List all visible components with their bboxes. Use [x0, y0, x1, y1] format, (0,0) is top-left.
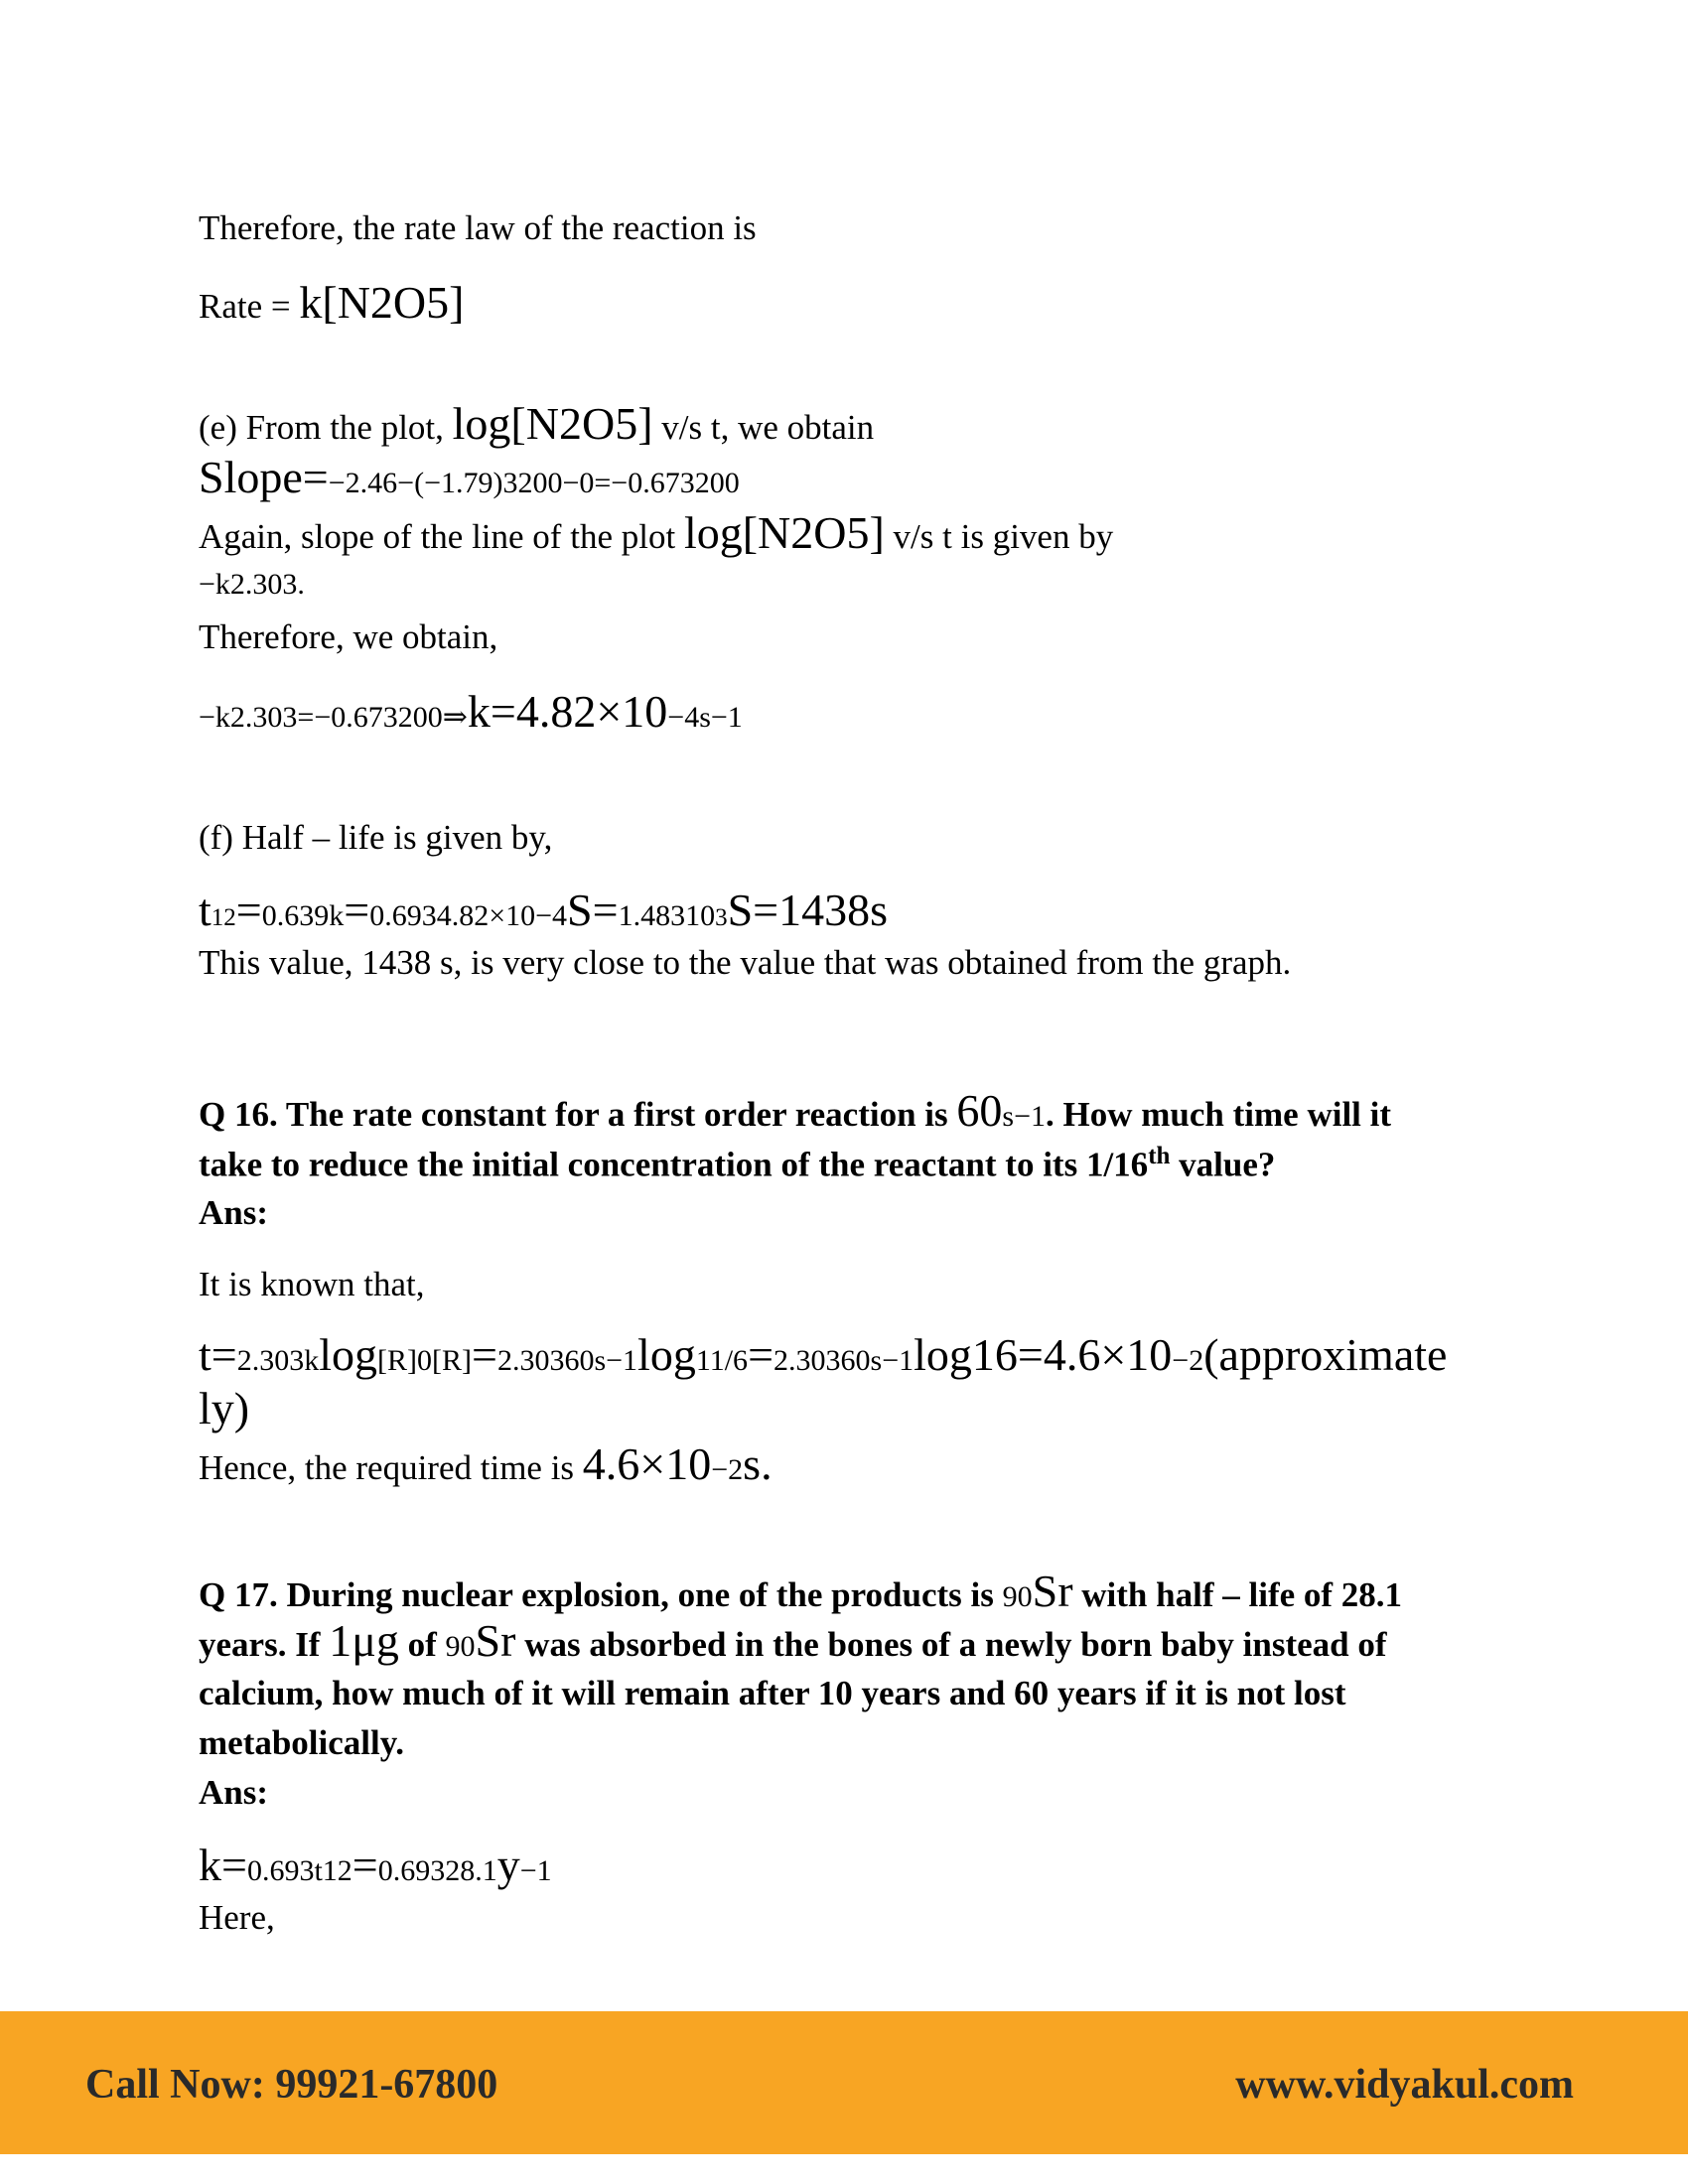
text-here: Here,	[199, 1898, 275, 1937]
answer-label-17: Ans:	[199, 1773, 269, 1812]
footer-website-link[interactable]: www.vidyakul.com	[1235, 2062, 1574, 2108]
question-17-line2: years. If 1μg of 90Sr was absorbed in the bones of a newly born baby instead of	[199, 1615, 1387, 1666]
text-required-time: Hence, the required time is 4.6×10−2s.	[199, 1438, 773, 1489]
text-part-f: (f) Half – life is given by,	[199, 818, 553, 857]
answer-label-16: Ans:	[199, 1193, 269, 1232]
k-decay-equation: k=0.693t12=0.69328.1y−1	[199, 1840, 552, 1890]
question-17-line3: calcium, how much of it will remain after 10 years and 60 years if it is not lost	[199, 1674, 1346, 1712]
text-slope-given: Again, slope of the line of the plot log[N2O5] v/s t is given by	[199, 507, 1114, 558]
slope-expression: −k2.303.	[199, 568, 305, 601]
text-therefore: Therefore, we obtain,	[199, 617, 498, 656]
footer-banner	[0, 2011, 1688, 2154]
text-known-that: It is known that,	[199, 1265, 425, 1303]
k-equation: −k2.303=−0.673200⇒k=4.82×10−4s−1	[199, 686, 743, 737]
text-part-e: (e) From the plot, log[N2O5] v/s t, we obtain	[199, 398, 875, 449]
question-17-line1: Q 17. During nuclear explosion, one of the products is 90Sr with half – life of 28.1	[199, 1566, 1403, 1616]
footer-phone[interactable]: Call Now: 99921-67800	[85, 2062, 498, 2108]
text-rate-law-intro: Therefore, the rate law of the reaction is	[199, 208, 757, 247]
question-17-line4: metabolically.	[199, 1723, 405, 1762]
rate-equation: Rate = k[N2O5]	[199, 277, 465, 328]
time-equation: t=2.303klog[R]0[R]=2.30360s−1log11/6=2.30360s−1log16=4.6×10−2(approximate	[199, 1329, 1448, 1380]
text-value-close: This value, 1438 s, is very close to the value that was obtained from the graph.	[199, 943, 1292, 982]
slope-equation: Slope=−2.46−(−1.79)3200−0=−0.673200	[199, 452, 740, 502]
question-16-line2: take to reduce the initial concentration of the reactant to its 1/16th value?	[199, 1143, 1276, 1184]
half-life-equation: t12=0.639k=0.6934.82×10−4S=1.483103S=1438s	[199, 885, 888, 935]
question-16-line1: Q 16. The rate constant for a first order reaction is 60s−1. How much time will it	[199, 1085, 1392, 1136]
time-equation-continued: ly)	[199, 1383, 250, 1433]
